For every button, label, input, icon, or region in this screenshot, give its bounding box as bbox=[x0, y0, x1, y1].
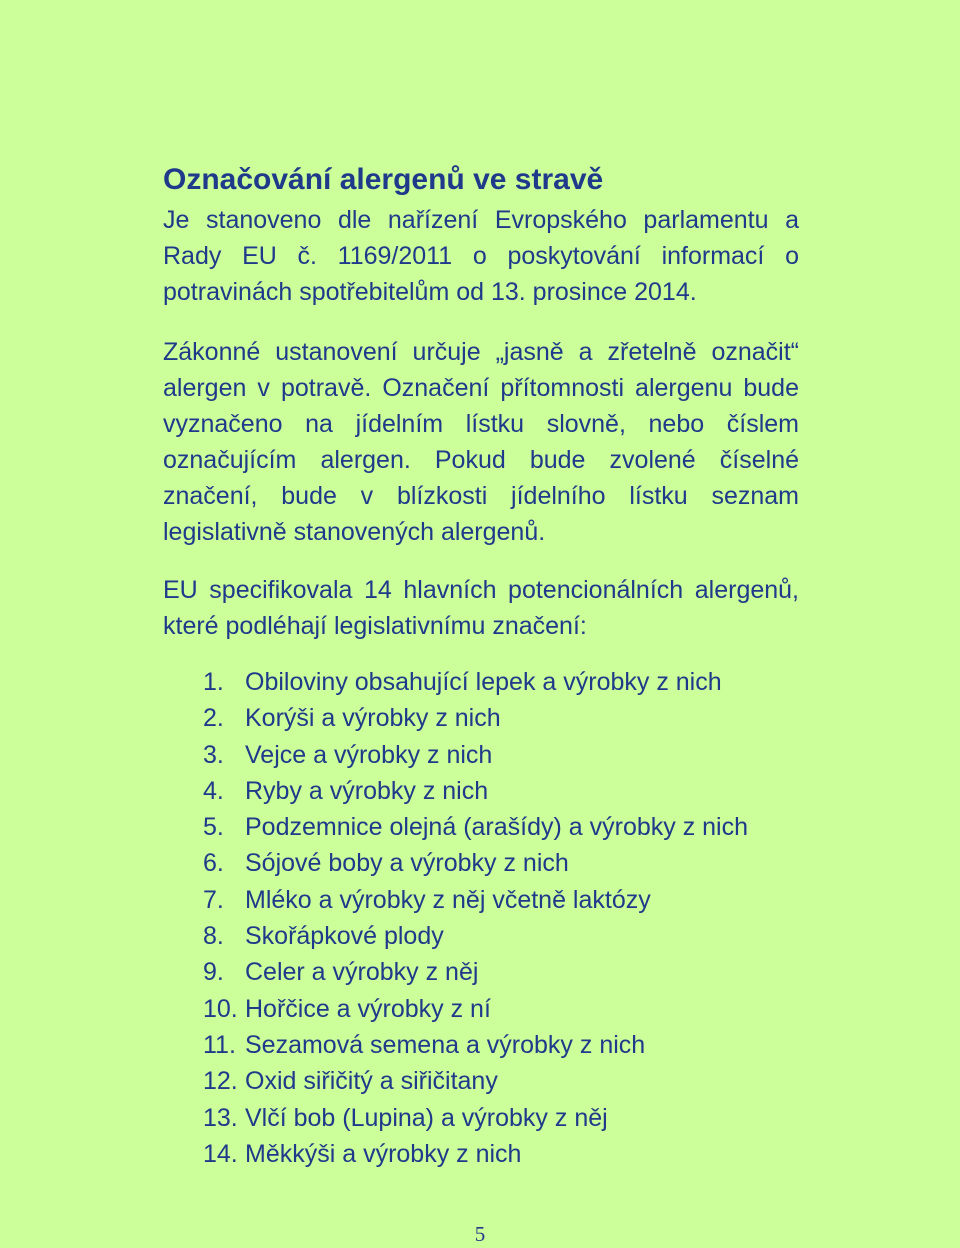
list-item-number: 12. bbox=[203, 1067, 238, 1096]
page-number: 5 bbox=[474, 1222, 486, 1246]
list-item-text: Vlčí bob (Lupina) a výrobky z něj bbox=[245, 1103, 608, 1132]
list-item bbox=[163, 954, 799, 990]
list-item-text: Sójové boby a výrobky z nich bbox=[245, 849, 569, 878]
list-item-number: 6. bbox=[203, 849, 224, 878]
list-item-number: 14. bbox=[203, 1139, 238, 1168]
list-item-text: Sezamová semena a výrobky z nich bbox=[245, 1030, 646, 1059]
list-item bbox=[163, 882, 799, 918]
list-item-number: 10. bbox=[203, 994, 238, 1023]
list-item-number: 7. bbox=[203, 885, 224, 914]
document-title: Označování alergenů ve stravě bbox=[163, 163, 604, 196]
list-item-text: Celer a výrobky z něj bbox=[245, 958, 479, 987]
list-item-text: Ryby a výrobky z nich bbox=[245, 776, 489, 805]
list-item bbox=[163, 773, 799, 809]
list-item-number: 11. bbox=[203, 1030, 236, 1059]
list-item bbox=[163, 809, 799, 845]
allergen-list bbox=[163, 664, 799, 1172]
allergen-intro-paragraph: EU specifikovala 14 hlavních potencionálních alergenů, které podléhají legislativnímu značení: bbox=[163, 576, 799, 640]
list-item-text: Podzemnice olejná (arašídy) a výrobky z nich bbox=[245, 813, 749, 842]
list-item-text: Hořčice a výrobky z ní bbox=[245, 994, 491, 1023]
list-item-text: Korýši a výrobky z nich bbox=[245, 704, 501, 733]
list-item-text: Oxid siřičitý a siřičitany bbox=[245, 1067, 498, 1096]
list-item-number: 9. bbox=[203, 958, 224, 987]
legal-paragraph: Zákonné ustanovení určuje „jasně a zřetelně označit“ alergen v potravě. Označení přítomnosti alergenu bude vyznačeno na jídelním lístku slovně, nebo číslem označujícím alergen. Pokud bude zvolené číselné značení, bude v blízkosti jídelního lístku seznam legislativně stanovených alergenů. bbox=[163, 338, 799, 546]
intro-paragraph: Je stanoveno dle nařízení Evropského parlamentu a Rady EU č. 1169/2011 o poskytování informací o potravinách spotřebitelům od 13. prosince 2014. bbox=[163, 206, 799, 306]
list-item-text: Vejce a výrobky z nich bbox=[245, 740, 493, 769]
list-item bbox=[163, 700, 799, 736]
list-item bbox=[163, 1063, 799, 1099]
list-item bbox=[163, 1100, 799, 1136]
list-item-text: Obiloviny obsahující lepek a výrobky z nich bbox=[245, 668, 722, 696]
list-item bbox=[163, 737, 799, 773]
list-item-number: 2. bbox=[203, 704, 224, 733]
list-item-number: 3. bbox=[203, 740, 224, 769]
list-item-number: 1. bbox=[203, 668, 224, 696]
list-item-number: 13. bbox=[203, 1103, 238, 1132]
list-item bbox=[163, 918, 799, 954]
document-page bbox=[163, 160, 799, 1172]
list-item-text: Mléko a výrobky z něj včetně laktózy bbox=[245, 885, 651, 914]
list-item bbox=[163, 1027, 799, 1063]
list-item bbox=[163, 991, 799, 1027]
list-item-text: Měkkýši a výrobky z nich bbox=[245, 1139, 522, 1168]
list-item bbox=[163, 664, 799, 700]
list-item-number: 8. bbox=[203, 922, 224, 951]
list-item-text: Skořápkové plody bbox=[245, 922, 444, 951]
list-item bbox=[163, 1136, 799, 1172]
list-item-number: 4. bbox=[203, 776, 224, 805]
list-item-number: 5. bbox=[203, 813, 224, 842]
list-item bbox=[163, 845, 799, 881]
